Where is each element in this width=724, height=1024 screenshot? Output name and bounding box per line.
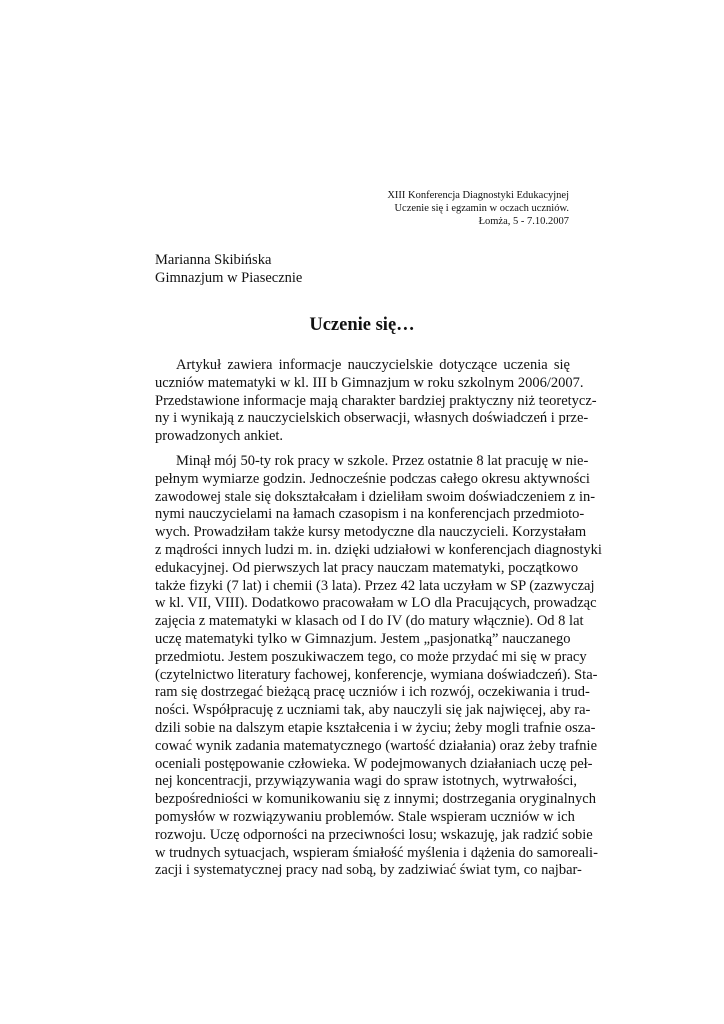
text-line: nej koncentracji, przywiązywania wagi do spraw istotnych, wytrwałości, <box>155 773 577 790</box>
text-line: Przedstawione informacje mają charakter bardziej praktyczny niż teoretycz- <box>155 392 597 409</box>
author-name: Marianna Skibińska <box>155 252 272 268</box>
text-line: ny i wynikają z nauczycielskich obserwacji, własnych doświadczeń i prze- <box>155 410 589 427</box>
author-block <box>155 251 302 287</box>
text-line: Minął mój 50-ty rok pracy w szkole. Przez ostatnie 8 lat pracuję w nie- <box>176 452 589 469</box>
conference-header <box>387 189 569 228</box>
paragraph-2 <box>155 452 602 880</box>
text-line: wych. Prowadziłam także kursy metodyczne dla nauczycieli. Korzystałam <box>155 524 587 541</box>
text-line: dzili sobie na dalszym etapie kształcenia i w życiu; żeby mogli trafnie osza- <box>155 719 596 736</box>
text-line: rozwoju. Uczę odporności na przeciwności losu; wskazuję, jak radzić sobie <box>155 826 593 843</box>
text-line: pełnym wymiarze godzin. Jednocześnie podczas całego okresu aktywności <box>155 470 590 487</box>
text-line: ram się dostrzegać bieżącą pracę uczniów i ich rozwój, oczekiwania i trud- <box>155 684 590 701</box>
paragraph-1 <box>155 357 597 446</box>
text-line: także fizyki (7 lat) i chemii (3 lata). Przez 42 lata uczyłam w SP (zazwyczaj <box>155 577 595 594</box>
author-school: Gimnazjum w Piasecznie <box>155 270 303 286</box>
text-line: Artykuł zawiera informacje nauczycielskie dotyczące uczenia się <box>176 357 570 373</box>
text-line: prowadzonych ankiet. <box>155 428 284 445</box>
conference-place-date: Łomża, 5 - 7.10.2007 <box>478 216 569 227</box>
conference-name: XIII Konferencja Diagnostyki Edukacyjnej <box>387 190 569 201</box>
text-line: oceniali postępowanie człowieka. W podejmowanych działaniach uczę peł- <box>155 755 593 772</box>
text-line: bezpośredniości w komunikowaniu się z innymi; dostrzegania oryginalnych <box>155 791 596 808</box>
text-line: zajęcia z matematyki w klasach od I do IV (do matury włącznie). Od 8 lat <box>155 613 584 630</box>
article-title: Uczenie się… <box>309 315 415 335</box>
conference-subtitle: Uczenie się i egzamin w oczach uczniów. <box>394 203 569 214</box>
text-line: w trudnych sytuacjach, wspieram śmiałość myślenia i dążenia do samoreali- <box>155 844 598 861</box>
text-line: z mądrości innych ludzi m. in. dzięki udziałowi w konferencjach diagnostyki <box>155 541 602 558</box>
text-line: przedmiotu. Jestem poszukiwaczem tego, co może przydać mi się w pracy <box>155 648 587 665</box>
text-line: uczniów matematyki w kl. III b Gimnazjum w roku szkolnym 2006/2007. <box>155 374 584 391</box>
text-line: (czytelnictwo literatury fachowej, konferencje, wymiana doświadczeń). Sta- <box>155 666 598 683</box>
text-line: pomysłów w rozwiązywaniu problemów. Stale wspieram uczniów w ich <box>155 808 575 825</box>
text-line: w kl. VII, VIII). Dodatkowo pracowałam w LO dla Pracujących, prowadząc <box>155 595 597 612</box>
text-line: cować wynik zadania matematycznego (wartość działania) oraz żeby trafnie <box>155 737 598 754</box>
text-line: ności. Współpracuję z uczniami tak, aby nauczyli się jak najwięcej, aby ra- <box>155 702 591 719</box>
text-line: uczę matematyki tylko w Gimnazjum. Jestem „pasjonatką” nauczanego <box>155 630 571 647</box>
article-body <box>155 357 602 880</box>
text-line: nymi nauczycielami na łamach czasopism i na konferencjach przedmioto- <box>155 506 585 523</box>
text-line: zacji i systematycznej pracy nad sobą, by zadziwiać świat tym, co najbar- <box>155 862 582 879</box>
text-line: edukacyjnej. Od pierwszych lat pracy nauczam matematyki, początkowo <box>155 559 579 576</box>
text-line: zawodowej stale się dokształcałam i dzieliłam swoim doświadczeniem z in- <box>155 488 596 505</box>
